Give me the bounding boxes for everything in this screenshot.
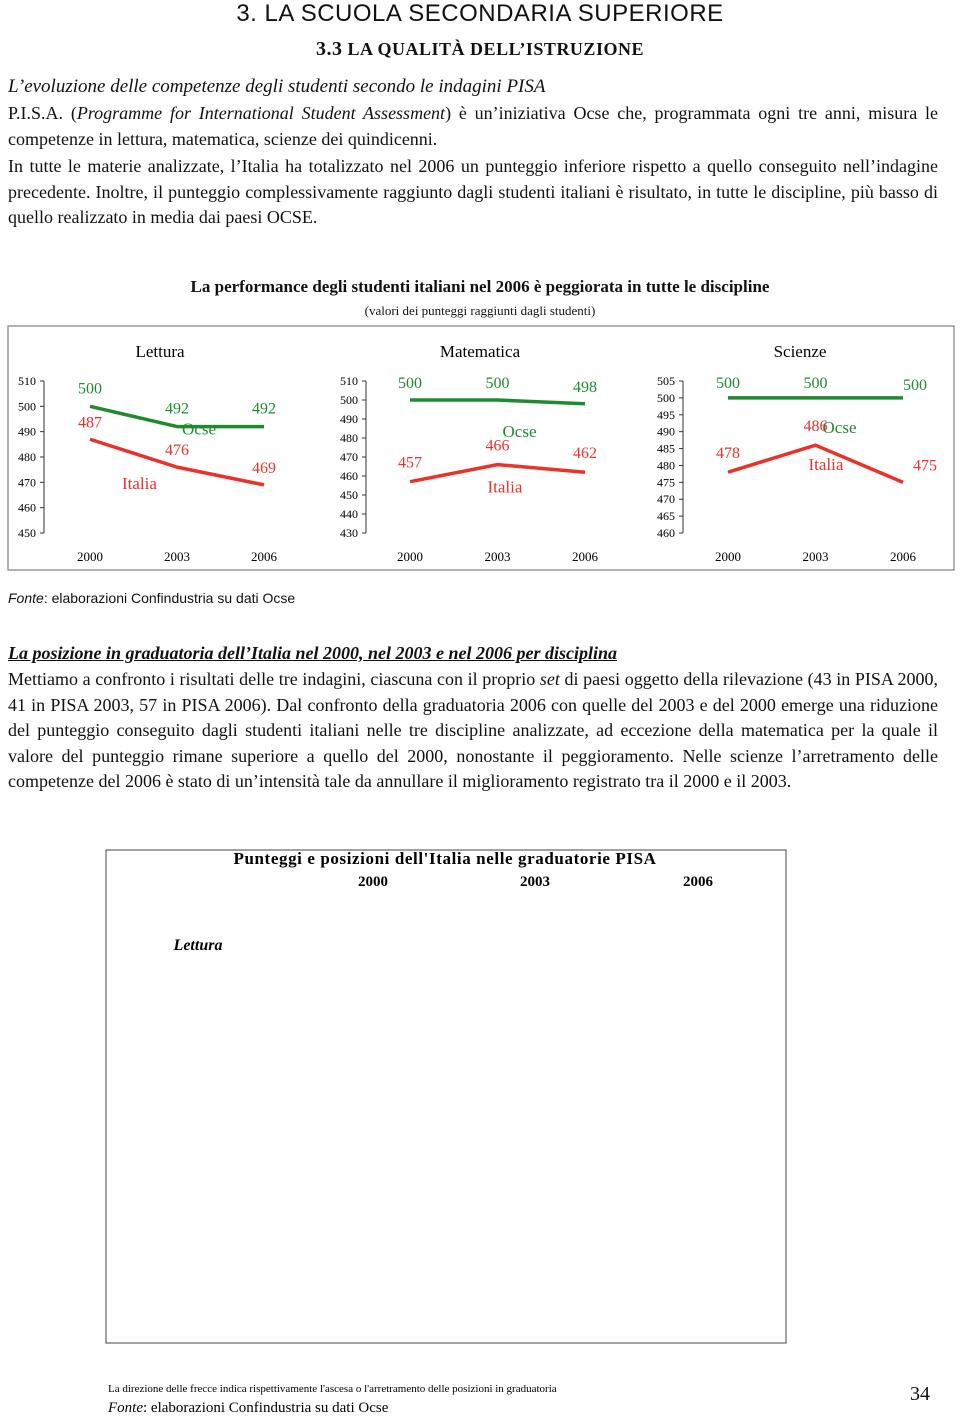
data-label: 462 — [573, 445, 597, 463]
discipline-label: Lettura — [173, 937, 223, 954]
y-tick-label: 480 — [657, 458, 675, 473]
data-label: 500 — [78, 380, 102, 398]
ranking-figure — [0, 840, 960, 1417]
data-label: 476 — [165, 442, 189, 460]
year-header: 2003 — [520, 874, 550, 890]
data-label: 500 — [903, 376, 927, 394]
data-label: 500 — [485, 375, 510, 392]
data-label: 486 — [803, 418, 828, 436]
y-tick-label: 490 — [657, 424, 675, 439]
data-label: 469 — [252, 459, 276, 477]
chart-source — [8, 590, 295, 606]
y-tick-label: 500 — [340, 393, 358, 407]
y-tick-label: 460 — [340, 469, 358, 483]
series-name-ocse: Ocse — [822, 417, 857, 437]
year-header: 2000 — [358, 874, 388, 890]
ranking-source-text: : elaborazioni Confindustria su dati Ocse — [143, 1400, 389, 1416]
x-tick-label: 2006 — [572, 549, 598, 564]
x-tick-label: 2003 — [164, 549, 190, 564]
y-tick-label: 510 — [340, 374, 358, 388]
ranking-layer — [173, 874, 714, 954]
y-tick-label: 505 — [657, 374, 675, 388]
charts-layer — [18, 342, 937, 564]
y-tick-label: 485 — [657, 441, 675, 456]
data-label: 500 — [716, 374, 740, 392]
y-tick-label: 440 — [340, 507, 358, 521]
section1-paragraph2: In tutte le materie analizzate, l’Italia ha totalizzato nel 2006 un punteggio inferiore rispetto a quello conseguito nell’indagine precedente. Inoltre, il punteggio complessivamente raggiunto dagli studenti italiani è risultato, in tutte le discipline, più basso di quello realizzato in media dai paesi OCSE. — [8, 156, 938, 227]
section2-title: La posizione in graduatoria dell’Italia nel 2000, nel 2003 e nel 2006 per disciplina — [8, 643, 618, 663]
y-tick-label: 450 — [340, 488, 358, 502]
p2-after-set: di paesi oggetto della rilevazione (43 in PISA 2000, 41 in PISA 2003, 57 in PISA 2006). Dal confronto della graduatoria 2006 con quelle del 2003 e del 2000 emerge una riduzione del punteggio conseguito dagli studenti italiani nelle tre discipline analizzate, ad eccezione della matematica per la quale il valore del punteggio rimane superiore a quello del 2000, nonostante il peggioramento. Nelle scienze l’arretramento delle competenze del 2006 è stato di un’intensità tale da annullare il miglioramento registrato tra il 2000 e il 2003. — [8, 669, 938, 791]
y-tick-label: 480 — [18, 450, 36, 464]
y-tick-label: 470 — [340, 450, 358, 464]
series-name-italia: Italia — [487, 477, 523, 497]
chart-panel-title: Scienze — [773, 342, 827, 361]
section1-paragraph1 — [8, 101, 938, 152]
section1-title: L’evoluzione delle competenze degli studenti secondo le indagini PISA — [8, 76, 546, 97]
y-tick-label: 470 — [18, 475, 36, 490]
x-tick-label: 2000 — [397, 549, 423, 564]
data-label: 498 — [573, 378, 597, 396]
chart-panel-title: Matematica — [439, 342, 521, 361]
y-tick-label: 510 — [18, 374, 36, 388]
y-tick-label: 460 — [657, 526, 675, 540]
data-label: 500 — [398, 375, 422, 392]
y-tick-label: 500 — [18, 399, 36, 414]
chart-panel-title: Lettura — [135, 342, 185, 361]
section-number: 3.3 — [316, 38, 343, 60]
p1-italic: Programme for International Student Assessment — [76, 103, 446, 123]
y-tick-label: 475 — [657, 475, 675, 490]
chart-source-text: : elaborazioni Confindustria su dati Ocse — [43, 590, 296, 606]
y-tick-label: 500 — [657, 390, 675, 405]
year-header: 2006 — [683, 874, 713, 890]
x-tick-label: 2000 — [77, 549, 103, 564]
ranking-note2: La direzione delle frecce indica rispettivamente l'ascesa o l'arretramento delle posizioni in graduatoria — [108, 1383, 557, 1395]
y-tick-label: 470 — [657, 492, 675, 507]
series-name-italia: Italia — [808, 455, 844, 475]
y-tick-label: 465 — [657, 509, 675, 524]
page-title: 3. LA SCUOLA SECONDARIA SUPERIORE — [236, 0, 724, 27]
ranking-source-label: Fonte — [108, 1400, 143, 1416]
section2-paragraph — [8, 667, 938, 795]
data-label: 492 — [252, 400, 276, 418]
chart-source-label: Fonte — [8, 590, 44, 606]
x-tick-label: 2003 — [802, 549, 829, 564]
x-tick-label: 2006 — [251, 549, 277, 564]
data-label: 466 — [485, 437, 510, 455]
ranking-frame — [106, 850, 786, 1343]
series-name-ocse: Ocse — [182, 419, 216, 439]
y-tick-label: 480 — [340, 431, 358, 445]
p1-prefix: P.I.S.A. ( — [8, 103, 77, 123]
chart-subtitle: (valori dei punteggi raggiunti dagli studenti) — [364, 303, 596, 318]
page-number: 34 — [910, 1383, 930, 1405]
data-label: 492 — [165, 400, 189, 418]
series-name-ocse: Ocse — [502, 422, 537, 441]
data-label: 500 — [803, 374, 828, 392]
series-name-italia: Italia — [122, 474, 157, 494]
y-tick-label: 490 — [340, 412, 358, 426]
x-tick-label: 2003 — [484, 549, 511, 564]
y-tick-label: 450 — [18, 526, 36, 540]
y-tick-label: 495 — [657, 407, 675, 422]
data-label: 457 — [398, 454, 422, 472]
line-charts — [0, 320, 960, 580]
y-tick-label: 490 — [18, 424, 36, 439]
x-tick-label: 2000 — [715, 549, 741, 564]
chart-title: La performance degli studenti italiani nel 2006 è peggiorata in tutte le discipline — [190, 277, 770, 296]
section-heading-text: LA QUALITÀ DELL’ISTRUZIONE — [347, 39, 644, 59]
data-label: 487 — [78, 414, 102, 432]
y-tick-label: 430 — [340, 526, 358, 540]
ranking-title: Punteggi e posizioni dell'Italia nelle graduatorie PISA — [233, 849, 657, 868]
p1-rest: ) è un’iniziativa Ocse che, programmata ogni tre anni, misura le competenze in lettura, matematica, scienze dei quindicenni. — [8, 103, 939, 149]
ranking-source — [107, 1400, 389, 1416]
y-tick-label: 460 — [18, 500, 36, 515]
data-label: 475 — [913, 457, 937, 475]
p2-set: set — [539, 669, 560, 689]
p2-before-set: Mettiamo a confronto i risultati delle tre indagini, ciascuna con il proprio — [8, 669, 540, 689]
series-line-ocse — [410, 400, 585, 404]
data-label: 478 — [716, 445, 740, 463]
section-heading — [0, 38, 960, 61]
x-tick-label: 2006 — [890, 549, 916, 564]
